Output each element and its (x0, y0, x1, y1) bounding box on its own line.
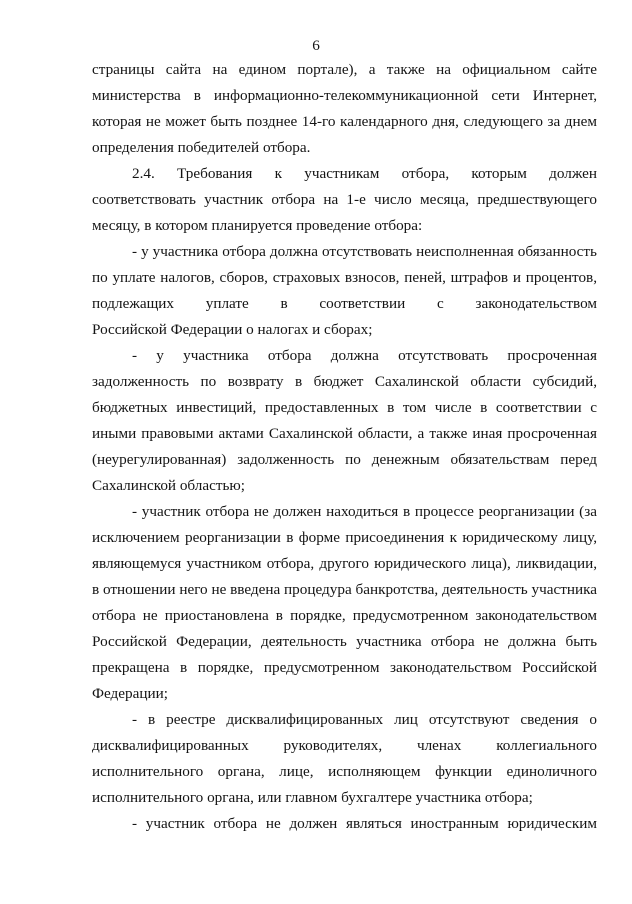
text-line: дисквалифицированных руководителях, членах коллегиального (92, 737, 597, 754)
text-line: исключением реорганизации в форме присоединения к юридическому лицу, (92, 529, 597, 546)
text-line: - участник отбора не должен являться иностранным юридическим (132, 815, 597, 832)
text-line: Российской Федерации о налогах и сборах; (92, 321, 373, 338)
text-line: являющемуся участником отбора, другого юридического лица), ликвидации, (92, 555, 597, 572)
text-line: Сахалинской областью; (92, 477, 245, 494)
text-line: - участник отбора не должен находиться в процессе реорганизации (за (132, 503, 597, 520)
text-line: по уплате налогов, сборов, страховых взносов, пеней, штрафов и процентов, (92, 269, 597, 286)
text-line: (неурегулированная) задолженность по денежным обязательствам перед (92, 451, 597, 468)
text-line: страницы сайта на едином портале), а также на официальном сайте (92, 61, 597, 78)
text-line: прекращена в порядке, предусмотренном законодательством Российской (92, 659, 597, 676)
text-line: исполнительного органа, или главном бухгалтере участника отбора; (92, 789, 533, 806)
text-line: соответствовать участник отбора на 1-е число месяца, предшествующего (92, 191, 597, 208)
text-line: - у участника отбора должна отсутствовать неисполненная обязанность (132, 243, 597, 260)
text-line: в отношении него не введена процедура банкротства, деятельность участника (92, 581, 597, 598)
page-number: 6 (312, 37, 320, 54)
text-line: министерства в информационно-телекоммуникационной сети Интернет, (92, 87, 597, 104)
text-line: задолженность по возврату в бюджет Сахалинской области субсидий, (92, 373, 597, 390)
text-line: которая не может быть позднее 14-го календарного дня, следующего за днем (92, 113, 597, 130)
text-line: - в реестре дисквалифицированных лиц отсутствуют сведения о (132, 711, 597, 728)
text-line: Федерации; (92, 685, 168, 702)
text-line: - у участника отбора должна отсутствовать просроченная (132, 347, 597, 364)
text-line: определения победителей отбора. (92, 139, 311, 156)
text-line: исполнительного органа, лице, исполняющем функции единоличного (92, 763, 597, 780)
text-line: отбора не приостановлена в порядке, предусмотренном законодательством (92, 607, 597, 624)
text-line: бюджетных инвестиций, предоставленных в том числе в соответствии с (92, 399, 597, 416)
text-line: иными правовыми актами Сахалинской области, а также иная просроченная (92, 425, 597, 442)
text-line: 2.4. Требования к участникам отбора, которым должен (132, 165, 597, 182)
text-line: подлежащих уплате в соответствии с законодательством (92, 295, 597, 312)
text-line: Российской Федерации, деятельность участника отбора не должна быть (92, 633, 597, 650)
text-line: месяцу, в котором планируется проведение отбора: (92, 217, 423, 234)
